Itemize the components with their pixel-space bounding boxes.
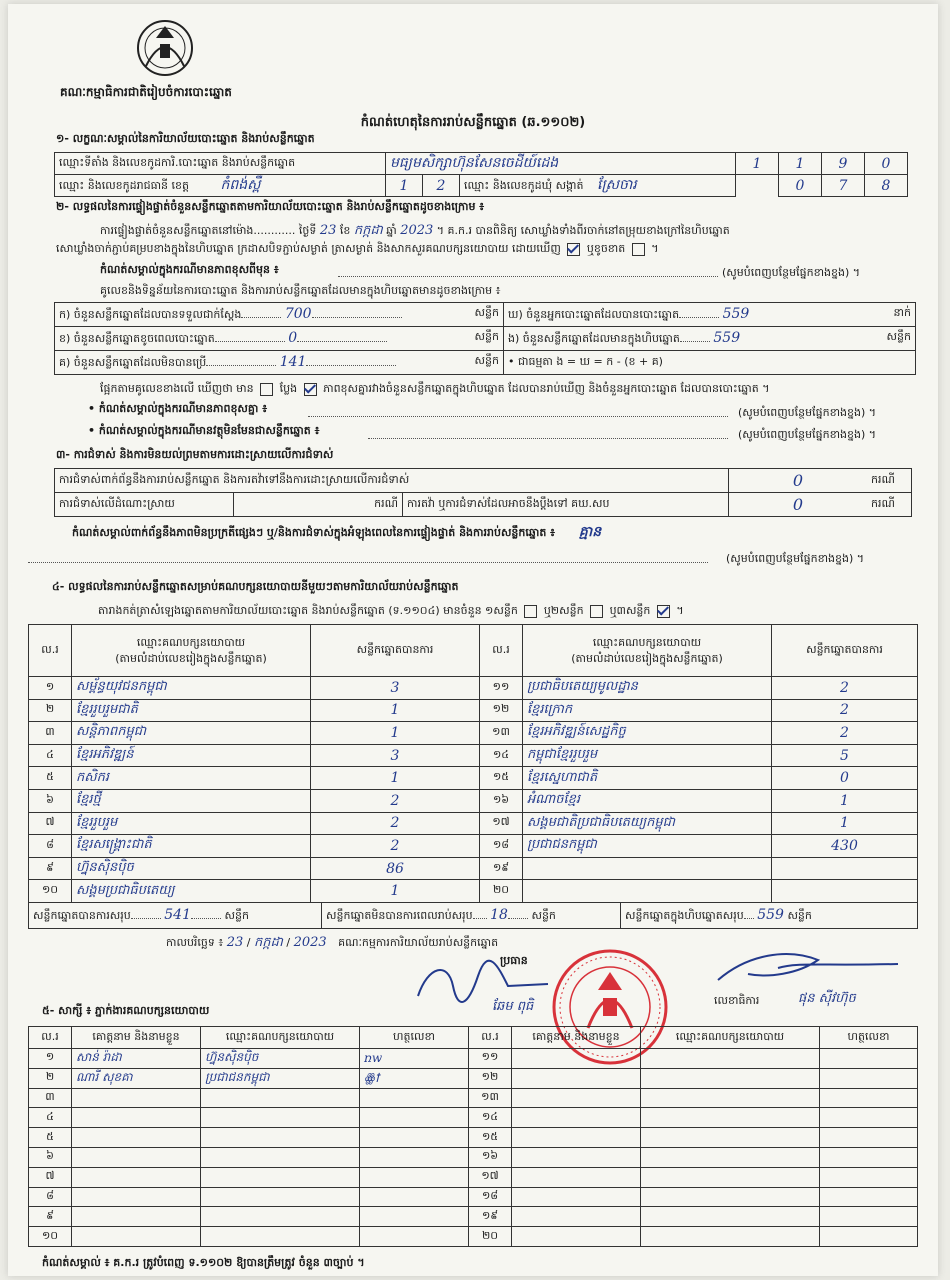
chair-label: ប្រធាន xyxy=(500,954,528,967)
witness-no: ១៧ xyxy=(469,1167,512,1187)
unused-row: គ) ចំនួនសន្លឹកឆ្នោតដែលមិនបានប្រើ 141 សន្លឹក xyxy=(55,351,504,375)
verify-year: 2023 xyxy=(400,223,434,238)
section1-heading: ១- លក្ខណៈសម្គាល់នៃការិយាល័យបោះឆ្នោត និងរាប់សន្លឹកឆ្នោត xyxy=(56,132,315,145)
witness-name xyxy=(512,1227,641,1247)
votes-col-votes-2: សន្លឹកឆ្នោតបានការ xyxy=(772,625,918,677)
verify-day: 23 xyxy=(319,223,337,238)
witness-signature xyxy=(820,1108,918,1128)
party-votes xyxy=(772,857,918,880)
party-no: ៩ xyxy=(29,857,72,880)
province-code-digit: 2 xyxy=(423,175,460,197)
party-votes: 1 xyxy=(311,880,480,903)
spoiled-value: 0 xyxy=(288,329,298,346)
party-name: ប្រជាជនកម្ពុជា xyxy=(523,835,772,858)
form-title: កំណត់ហេតុនៃការរាប់សន្លឹកឆ្នោត (ឆ.១១០២) xyxy=(360,115,586,130)
witness-no: ១៤ xyxy=(469,1108,512,1128)
witness-no: ១៦ xyxy=(469,1147,512,1167)
party-no: ១១ xyxy=(480,677,523,700)
party-name xyxy=(523,880,772,903)
location-value: មធ្យមសិក្សាហ៊ុនសែនចេដីយ៍ដេង xyxy=(386,153,736,175)
witness-no: ៩ xyxy=(29,1207,72,1227)
in-box-row: ង) ចំនួនសន្លឹកឆ្នោតដែលមានក្នុងហិបឆ្នោត 559 សន្លឹក xyxy=(504,327,916,351)
total-invalid: សន្លឹកឆ្នោតមិនបានការពេលរាប់សរុប 18 សន្លឹក xyxy=(322,903,621,929)
complaint-row-2-unit: ករណី xyxy=(867,493,912,517)
witness-no: ១១ xyxy=(469,1049,512,1069)
party-name: ខ្មែរស្នេហាជាតិ xyxy=(523,767,772,790)
complaint-row-1-value: 0 xyxy=(729,469,868,493)
complaint-row-2b: ការតវ៉ា ឬការជំទាស់ដែលអាចនឹងប្តឹងទៅ គឃ.សប xyxy=(403,493,729,517)
party-no: ១៤ xyxy=(480,744,523,767)
party-no: ១៨ xyxy=(480,835,523,858)
party-no: ៥ xyxy=(29,767,72,790)
foreign-object-line xyxy=(368,438,728,439)
party-name: ខ្មែរអភិវឌ្ឍន៍សេដ្ឋកិច្ច xyxy=(523,722,772,745)
complaint-row-2a-unit: ករណី xyxy=(234,493,403,517)
voters-row: ឃ) ចំនួនអ្នកបោះឆ្នោតដែលបានបោះឆ្នោត 559 នាក់ xyxy=(504,303,916,327)
witness-signature xyxy=(360,1128,469,1148)
witness-party: ប្រជាជនកម្ពុជា xyxy=(201,1068,360,1088)
witness-name xyxy=(512,1068,641,1088)
party-votes: 2 xyxy=(772,699,918,722)
commune-value: ស្រែចារ xyxy=(597,177,637,193)
witness-signature xyxy=(360,1167,469,1187)
witness-signature xyxy=(820,1207,918,1227)
party-votes: 430 xyxy=(772,835,918,858)
table-row xyxy=(29,1147,918,1167)
province-code-digit: 1 xyxy=(386,175,423,197)
party-name: ប្រជាធិបតេយ្យមូលដ្ឋាន xyxy=(523,677,772,700)
table-row xyxy=(29,857,918,880)
witness-no: ១៨ xyxy=(469,1187,512,1207)
party-no: ២០ xyxy=(480,880,523,903)
party-name: កម្ពុជាខ្មែររួបរួម xyxy=(523,744,772,767)
party-name: សន្តិភាពកម្ពុជា xyxy=(72,722,311,745)
witness-name xyxy=(512,1108,641,1128)
witness-party xyxy=(641,1128,820,1148)
voters-value: 559 xyxy=(722,305,750,322)
witness-name xyxy=(512,1049,641,1069)
party-votes: 2 xyxy=(311,835,480,858)
witness-name xyxy=(72,1207,201,1227)
witness-party xyxy=(641,1108,820,1128)
total-valid-value: 541 xyxy=(164,906,191,923)
party-no: ២ xyxy=(29,699,72,722)
party-votes: 0 xyxy=(772,767,918,790)
party-name: ខ្មែរអភិវឌ្ឍន៍ xyxy=(72,744,311,767)
fill-back-note-4: (សូមបំពេញបន្ថែមផ្នែកខាងខ្នង) ។ xyxy=(726,552,865,565)
section2-heading: ២- លទ្ធផលនៃការផ្ទៀងផ្ទាត់ចំនួនសន្លឹកឆ្នោតតាមការិយាល័យបោះឆ្នោត និងរាប់សន្លឹកឆ្នោតដូចខាងក្រោម ៖ xyxy=(56,200,485,213)
witness-no: ៦ xyxy=(29,1147,72,1167)
location-code-digit: 9 xyxy=(822,153,865,175)
witness-col-no-2: ល.រ xyxy=(469,1027,512,1049)
witness-col-sign-2: ហត្ថលេខា xyxy=(820,1027,918,1049)
party-name: សង្គមជាតិប្រជាធិបតេយ្យកម្ពុជា xyxy=(523,812,772,835)
witness-party xyxy=(641,1088,820,1108)
party-name: ខ្មែរសង្គ្រោះជាតិ xyxy=(72,835,311,858)
spoiled-row: ខ) ចំនួនសន្លឹកឆ្នោតខូចពេលបោះឆ្នោត 0 សន្លឹក xyxy=(55,327,504,351)
province-value: កំពង់ស្ពឺ xyxy=(220,177,261,193)
table-row xyxy=(29,835,918,858)
table-row xyxy=(29,1187,918,1207)
witness-col-sign: ហត្ថលេខា xyxy=(360,1027,469,1049)
signing-date-line: កាលបរិច្ឆេទ ៖ 23 / កក្កដា / 2023 គណៈកម្មការការិយាល័យរាប់សន្លឹកឆ្នោត xyxy=(166,935,499,950)
witness-name xyxy=(512,1128,641,1148)
party-votes: 2 xyxy=(311,789,480,812)
discrepancy-yes-checkbox[interactable] xyxy=(260,383,273,396)
witness-name xyxy=(72,1227,201,1247)
party-name: អំណាចខ្មែរ xyxy=(523,789,772,812)
sheet-count-line: តារាងកត់ត្រាសំឡេងឆ្នោតតាមការិយាល័យបោះឆ្នោត និងរាប់សន្លឹកឆ្នោត (ទ.១១០៤) មានចំនួន ១សន្លឹក ឬ២សន្លឹក ឬ៣សន្លឹក ។ xyxy=(98,604,684,617)
location-code-digit: 1 xyxy=(779,153,822,175)
chair-signature-icon xyxy=(408,956,558,1012)
votes-table xyxy=(28,624,918,903)
witness-col-name: គោត្តនាម និងនាមខ្លួន xyxy=(72,1027,201,1049)
one-sheet-checkbox[interactable] xyxy=(524,605,537,618)
discrepancy-no-checkbox[interactable] xyxy=(304,383,317,396)
table-row xyxy=(29,1167,918,1187)
party-no: ៦ xyxy=(29,789,72,812)
party-name: កសិករ xyxy=(72,767,311,790)
table-row xyxy=(29,677,918,700)
section3-heading: ៣- ការជំទាស់ និងការមិនយល់ព្រមតាមការដោះស្រាយលើការជំទាស់ xyxy=(56,448,334,461)
fill-back-note: (សូមបំពេញបន្ថែមផ្នែកខាងខ្នង) ។ xyxy=(722,266,861,279)
witness-party xyxy=(201,1167,360,1187)
witness-signature: ռw xyxy=(360,1049,469,1069)
signing-month: កក្កដា xyxy=(253,935,283,950)
witness-signature xyxy=(360,1187,469,1207)
party-no: ១៩ xyxy=(480,857,523,880)
table-row xyxy=(29,1128,918,1148)
witness-no: ៤ xyxy=(29,1108,72,1128)
data-intro: គូលេខនិងទិន្នន័យនៃការបោះឆ្នោត និងការរាប់សន្លឹកឆ្នោតដែលមានក្នុងហិបឆ្នោតមានដូចខាងក្រោម ៖ xyxy=(100,284,501,297)
witness-no: ១០ xyxy=(29,1227,72,1247)
count-box xyxy=(54,302,916,375)
table-row xyxy=(29,722,918,745)
witness-name xyxy=(72,1167,201,1187)
party-name: ខ្មែររួបរួមជាតិ xyxy=(72,699,311,722)
party-votes xyxy=(772,880,918,903)
witness-no: ១៣ xyxy=(469,1088,512,1108)
party-votes: 2 xyxy=(772,677,918,700)
witness-no: ២ xyxy=(29,1068,72,1088)
irregularity-value: គ្មាន xyxy=(578,524,602,540)
total-in-box-value: 559 xyxy=(757,906,784,923)
witness-name xyxy=(512,1147,641,1167)
witness-no: ១៩ xyxy=(469,1207,512,1227)
verify-month: កក្កដា xyxy=(353,223,383,238)
table-row xyxy=(29,699,918,722)
witness-signature xyxy=(820,1187,918,1207)
total-invalid-value: 18 xyxy=(490,906,508,923)
section5-heading: ៥- សាក្សី ៖ ភ្នាក់ងារគណបក្សនយោបាយ xyxy=(42,1004,210,1017)
table-row xyxy=(29,1227,918,1247)
party-name: ហ្វ៊ុនស៊ិនប៉ិច xyxy=(72,857,311,880)
signing-year: 2023 xyxy=(293,935,327,950)
table-row xyxy=(29,1088,918,1108)
party-votes: 5 xyxy=(772,744,918,767)
national-election-emblem-icon xyxy=(134,18,196,78)
witness-signature xyxy=(820,1128,918,1148)
witness-name xyxy=(72,1108,201,1128)
party-votes: 1 xyxy=(772,789,918,812)
witness-signature xyxy=(820,1088,918,1108)
witness-name xyxy=(72,1128,201,1148)
witness-signature xyxy=(820,1049,918,1069)
complaint-row-1-unit: ករណី xyxy=(867,469,912,493)
witness-signature xyxy=(820,1227,918,1247)
complaints-table xyxy=(54,468,912,517)
difference-note-2: • កំណត់សម្គាល់ក្នុងករណីមានភាពខុសគ្នា ៖ xyxy=(88,402,268,415)
party-votes: 2 xyxy=(311,812,480,835)
party-no: ៣ xyxy=(29,722,72,745)
location-code-digit: 0 xyxy=(865,153,908,175)
verification-line-2: សោឃ្លាំងចាក់ភ្ជាប់គម្របខាងក្នុងនៃហិបឆ្នោត ក្រដាសបិទភ្ជាប់សម្ងាត់ ត្រាសម្ងាត់ និងសាកសួរគណបក្សនយោបាយ ដោយឃើញ ឬខូចខាត ។ xyxy=(56,242,659,255)
witness-name xyxy=(512,1207,641,1227)
received-value: 700 xyxy=(284,305,312,322)
witness-party xyxy=(641,1207,820,1227)
witness-party xyxy=(201,1227,360,1247)
ballot-count-form xyxy=(8,4,938,1276)
table-row xyxy=(29,1049,918,1069)
in-box-value: 559 xyxy=(713,329,741,346)
location-label: ឈ្មោះទីតាំង និងលេខកូដការិ.បោះឆ្នោត និងរាប់សន្លឹកឆ្នោត xyxy=(55,153,386,175)
secretary-label: លេខាធិការ xyxy=(714,994,760,1007)
witness-no: ២០ xyxy=(469,1227,512,1247)
complaint-row-2-value: 0 xyxy=(729,493,868,517)
verification-line-1: ការផ្ទៀងផ្ទាត់ចំនួនសន្លឹកឆ្នោតនៅម៉ោង............ ថ្ងៃទី 23 ខែ កក្កដា ឆ្នាំ 2023 ។ គ.ក.រ បានពិនិត្យ សោឃ្លាំងទាំងពីរចាក់នៅតម្រុយខាងក្រៅនៃហិបឆ្នោត xyxy=(100,223,730,238)
witness-no: ៧ xyxy=(29,1167,72,1187)
signing-day: 23 xyxy=(226,935,244,950)
witness-party xyxy=(201,1187,360,1207)
votes-col-party-2: ឈ្មោះគណបក្សនយោបាយ (តាមលំដាប់លេខរៀងក្នុងសន្លឹកឆ្នោត) xyxy=(523,625,772,677)
difference-note-label: កំណត់សម្គាល់ក្នុងករណីមានភាពខុសពីមុន ៖ xyxy=(100,263,279,276)
witness-name: ណារី សុខគា xyxy=(72,1068,201,1088)
three-sheet-checkbox[interactable] xyxy=(657,605,670,618)
party-votes: 86 xyxy=(311,857,480,880)
witness-no: ១ xyxy=(29,1049,72,1069)
table-row xyxy=(29,744,918,767)
witness-party xyxy=(641,1187,820,1207)
witness-name xyxy=(72,1147,201,1167)
votes-col-no-2: ល.រ xyxy=(480,625,523,677)
party-votes: 1 xyxy=(311,767,480,790)
table-row xyxy=(29,789,918,812)
witness-signature xyxy=(820,1167,918,1187)
witness-no: ១៥ xyxy=(469,1128,512,1148)
witness-party xyxy=(201,1207,360,1227)
chair-name: ឆែម ពុធិ xyxy=(492,999,534,1014)
footer-note: កំណត់សម្គាល់ ៖ គ.ក.រ ត្រូវបំពេញ ទ.១១០២ ឱ្យបានត្រឹមត្រូវ ចំនួន ៣ច្បាប់ ។ xyxy=(42,1256,365,1269)
total-in-box: សន្លឹកឆ្នោតក្នុងហិបឆ្នោតសរុប 559 សន្លឹក xyxy=(621,903,918,929)
received-row: ក) ចំនួនសន្លឹកឆ្នោតដែលបានទទួលជាក់ស្តែង 700 សន្លឹក xyxy=(55,303,504,327)
party-votes: 1 xyxy=(311,699,480,722)
witness-no: ៥ xyxy=(29,1128,72,1148)
party-name: សម្ព័ន្ធយុវជនកម្ពុជា xyxy=(72,677,311,700)
location-code-digit: 1 xyxy=(736,153,779,175)
unused-value: 141 xyxy=(279,353,307,370)
witness-name xyxy=(72,1187,201,1207)
party-votes: 1 xyxy=(311,722,480,745)
damaged-checkbox[interactable] xyxy=(632,243,645,256)
irregularity-note: កំណត់សម្គាល់ពាក់ព័ន្ធនឹងភាពមិនប្រក្រតីផ្សេងៗ ឬ/និងការជំទាស់ក្នុងអំឡុងពេលនៃការផ្ទៀងផ្ទាត់ និងការរាប់សន្លឹកឆ្នោត ៖ គ្មាន xyxy=(72,524,602,540)
difference-note-line xyxy=(338,276,718,277)
complaint-row-2a: ការជំទាស់លើដំណោះស្រាយ xyxy=(55,493,234,517)
table-row xyxy=(29,880,918,903)
witness-name xyxy=(512,1167,641,1187)
party-no: ១០ xyxy=(29,880,72,903)
table-row xyxy=(29,767,918,790)
total-valid: សន្លឹកឆ្នោតបានការសរុប 541 សន្លឹក xyxy=(29,903,322,929)
secretary-signature-icon xyxy=(708,944,908,990)
witness-signature xyxy=(360,1108,469,1128)
table-row xyxy=(29,1068,918,1088)
witness-col-no: ល.រ xyxy=(29,1027,72,1049)
table-row xyxy=(29,812,918,835)
party-name: សង្គមប្រជាធិបតេយ្យ xyxy=(72,880,311,903)
party-name xyxy=(523,857,772,880)
secretary-name: ផុន ស៊ីវហ៊ុច xyxy=(798,991,856,1006)
witness-party xyxy=(641,1068,820,1088)
witness-party xyxy=(641,1167,820,1187)
section1-table xyxy=(54,152,908,197)
witness-name xyxy=(72,1088,201,1108)
section4-heading: ៤- លទ្ធផលនៃការរាប់សន្លឹកឆ្នោតសម្រាប់គណបក្សនយោបាយនីមួយៗតាមការិយាល័យរាប់សន្លឹកឆ្នោត xyxy=(52,580,459,593)
votes-col-votes: សន្លឹកឆ្នោតបានការ xyxy=(311,625,480,677)
witness-party xyxy=(641,1049,820,1069)
discrepancy-line: ផ្អែកតាមគូលេខខាងលើ ឃើញថា មាន ប្លែង ភាពខុសគ្នារវាងចំនួនសន្លឹកឆ្នោតក្នុងហិបឆ្នោត ដែលបានរាប់ឃើញ និងចំនួនអ្នកបោះឆ្នោត ដែលបានបោះឆ្នោត ។ xyxy=(100,382,770,395)
witness-party: ហ្វ៊ុនស៊ិនប៉ិច xyxy=(201,1049,360,1069)
party-no: ១៦ xyxy=(480,789,523,812)
witness-no: ៨ xyxy=(29,1187,72,1207)
party-no: ៨ xyxy=(29,835,72,858)
party-no: ១៥ xyxy=(480,767,523,790)
party-no: ៤ xyxy=(29,744,72,767)
fill-back-note-3: (សូមបំពេញបន្ថែមផ្នែកខាងខ្នង) ។ xyxy=(738,428,877,441)
table-row xyxy=(29,1207,918,1227)
witness-signature xyxy=(360,1207,469,1227)
witness-name: សាន់ រ៉ាដា xyxy=(72,1049,201,1069)
witness-name xyxy=(512,1187,641,1207)
party-name: ខ្មែរក្រោក xyxy=(523,699,772,722)
commune-code-digit: 0 xyxy=(779,175,822,197)
table-row xyxy=(29,1108,918,1128)
party-no: ១៣ xyxy=(480,722,523,745)
witness-signature xyxy=(360,1147,469,1167)
witness-party xyxy=(201,1128,360,1148)
party-no: ១២ xyxy=(480,699,523,722)
witness-party xyxy=(641,1227,820,1247)
party-votes: 3 xyxy=(311,677,480,700)
witness-no: ៣ xyxy=(29,1088,72,1108)
two-sheet-checkbox[interactable] xyxy=(590,605,603,618)
totals-table xyxy=(28,902,918,929)
commune-label: ឈ្មោះ និងលេខកូដឃុំ សង្កាត់ ស្រែចារ xyxy=(460,175,736,197)
witness-signature: ꙮꝉ xyxy=(360,1068,469,1088)
party-name: ខ្មែររួបរួម xyxy=(72,812,311,835)
witness-table xyxy=(28,1026,918,1247)
party-votes: 2 xyxy=(772,722,918,745)
witness-signature xyxy=(360,1227,469,1247)
party-no: ៧ xyxy=(29,812,72,835)
difference-note-2-line xyxy=(308,416,728,417)
province-label: ឈ្មោះ និងលេខកូដរាជធានី ខេត្ត កំពង់ស្ពឺ xyxy=(55,175,386,197)
party-votes: 3 xyxy=(311,744,480,767)
witness-col-name-2: គោត្តនាម និងនាមខ្លួន xyxy=(512,1027,641,1049)
witness-signature xyxy=(820,1068,918,1088)
witness-signature xyxy=(360,1088,469,1108)
witness-party xyxy=(201,1147,360,1167)
witness-name xyxy=(512,1088,641,1108)
commune-code-digit: 7 xyxy=(822,175,865,197)
witness-party xyxy=(201,1108,360,1128)
party-no: ១ xyxy=(29,677,72,700)
witness-col-party: ឈ្មោះគណបក្សនយោបាយ xyxy=(201,1027,360,1049)
foreign-object-note: • កំណត់សម្គាល់ក្នុងករណីមានវត្ថុមិនមែនជាសន្លឹកឆ្នោត ៖ xyxy=(88,424,320,437)
witness-party xyxy=(201,1088,360,1108)
complaint-row-1: ការជំទាស់ពាក់ព័ន្ធនឹងការរាប់សន្លឹកឆ្នោត និងការតវ៉ាទៅនឹងការដោះស្រាយលើការជំទាស់ xyxy=(55,469,729,493)
party-no: ១៧ xyxy=(480,812,523,835)
commune-code-digit: 8 xyxy=(865,175,908,197)
witness-col-party-2: ឈ្មោះគណបក្សនយោបាយ xyxy=(641,1027,820,1049)
witness-no: ១២ xyxy=(469,1068,512,1088)
witness-signature xyxy=(820,1147,918,1167)
votes-col-party: ឈ្មោះគណបក្សនយោបាយ (តាមលំដាប់លេខរៀងក្នុងសន្លឹកឆ្នោត) xyxy=(72,625,311,677)
formula-row: • ជាធម្មតា ង = ឃ = ក - (ខ + គ) xyxy=(504,351,916,375)
intact-checkbox[interactable] xyxy=(567,243,580,256)
party-votes: 1 xyxy=(772,812,918,835)
party-name: ខ្មែរថ្មី xyxy=(72,789,311,812)
commission-name: គណៈកម្មាធិការជាតិរៀបចំការបោះឆ្នោត xyxy=(60,85,232,99)
fill-back-note-2: (សូមបំពេញបន្ថែមផ្នែកខាងខ្នង) ។ xyxy=(738,406,877,419)
witness-party xyxy=(641,1147,820,1167)
votes-col-no: ល.រ xyxy=(29,625,72,677)
irregularity-line xyxy=(28,562,708,563)
